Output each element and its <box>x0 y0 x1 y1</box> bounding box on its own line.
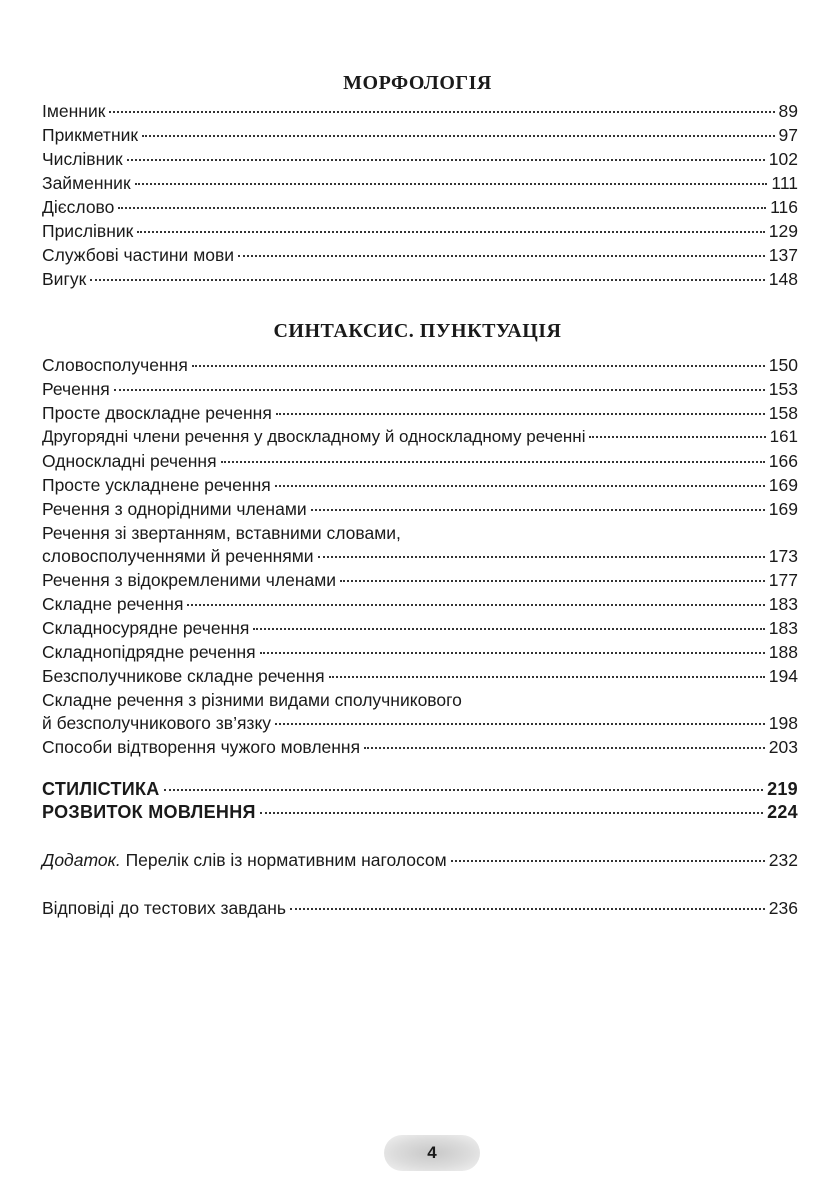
toc-entry[interactable] <box>42 124 798 146</box>
toc-entry-two-line[interactable] <box>42 690 798 734</box>
toc-entry-label: Вигук <box>42 269 87 289</box>
toc-entry-page: 224 <box>767 802 798 822</box>
toc-entry[interactable] <box>42 736 798 758</box>
toc-entry-page: 188 <box>768 642 798 662</box>
toc-entry[interactable] <box>42 641 798 663</box>
toc-entry-page: 89 <box>778 101 798 121</box>
toc-entry[interactable] <box>42 100 798 122</box>
toc-entry[interactable] <box>42 172 798 194</box>
dot-leader <box>290 908 765 910</box>
toc-entry-page: 169 <box>768 499 798 519</box>
toc-entry-page: 111 <box>771 173 798 193</box>
toc-entry-label: Односкладні речення <box>42 451 217 471</box>
toc-entry-label: Безсполучникове складне речення <box>42 666 325 686</box>
toc-entry-label: Другорядні члени речення у двоскладному й односкладному реченні <box>42 427 586 446</box>
toc-entry-label: РОЗВИТОК МОВЛЕННЯ <box>42 802 256 822</box>
dot-leader <box>275 485 765 487</box>
toc-entry[interactable] <box>42 569 798 591</box>
toc-entry-page: 198 <box>768 713 798 733</box>
toc-entry-two-line[interactable] <box>42 523 798 567</box>
toc-entry-page: 169 <box>768 475 798 495</box>
dot-leader <box>127 159 765 161</box>
toc-entry-answers[interactable] <box>42 897 798 919</box>
section-heading-syntax: СИНТАКСИС. ПУНКТУАЦІЯ <box>273 320 562 342</box>
toc-entry[interactable] <box>42 196 798 218</box>
toc-entry-label: й безсполучникового зв’язку <box>42 713 272 733</box>
toc-entry-label: Складнопідрядне речення <box>42 642 256 662</box>
toc-entry-stylistics[interactable] <box>42 778 798 800</box>
dot-leader <box>238 255 765 257</box>
toc-entry-label: Складне речення <box>42 594 184 614</box>
toc-entry-appendix[interactable] <box>42 849 798 871</box>
toc-entry-label: Іменник <box>42 101 106 121</box>
toc-entry[interactable] <box>42 148 798 170</box>
toc-entry-page: 161 <box>769 427 798 446</box>
dot-leader <box>109 111 774 113</box>
dot-leader <box>260 812 763 814</box>
toc-entry[interactable] <box>42 354 798 376</box>
toc-entry-label: Речення з однорідними членами <box>42 499 307 519</box>
dot-leader <box>135 183 768 185</box>
dot-leader <box>329 676 765 678</box>
toc-entry-label: Прислівник <box>42 221 134 241</box>
toc-entry[interactable] <box>42 593 798 615</box>
dot-leader <box>142 135 774 137</box>
toc-entry-speech-development[interactable] <box>42 801 798 823</box>
toc-entry-label-first-line: Складне речення з різними видами сполучникового <box>42 690 462 710</box>
toc-entry-label: Складносурядне речення <box>42 618 250 638</box>
toc-entry-label <box>42 849 447 871</box>
dot-leader <box>253 628 764 630</box>
toc-entry[interactable] <box>42 617 798 639</box>
appendix-label-text: Перелік слів із нормативним наголосом <box>120 850 447 870</box>
toc-entry-page: 232 <box>768 850 798 870</box>
dot-leader <box>451 860 765 862</box>
toc-entry-page: 166 <box>768 451 798 471</box>
toc-entry-page: 183 <box>768 594 798 614</box>
toc-entry[interactable] <box>42 450 798 472</box>
toc-entry-label: словосполученнями й реченнями <box>42 546 314 566</box>
dot-leader <box>589 436 765 438</box>
toc-entry-page: 102 <box>768 149 798 169</box>
toc-entry-label-first-line: Речення зі звертанням, вставними словами, <box>42 523 401 543</box>
dot-leader <box>164 789 763 791</box>
toc-entry[interactable] <box>42 220 798 242</box>
page-number-badge: 4 <box>384 1135 480 1171</box>
dot-leader <box>187 604 764 606</box>
appendix-italic-label: Додаток. <box>42 850 121 870</box>
toc-entry[interactable] <box>42 244 798 266</box>
toc-entry-page: 236 <box>768 898 798 918</box>
toc-entry-page: 219 <box>767 779 798 799</box>
dot-leader <box>118 207 766 209</box>
toc-entry-page: 158 <box>768 403 798 423</box>
toc-entry-page: 177 <box>768 570 798 590</box>
toc-entry-label: СТИЛІСТИКА <box>42 779 160 799</box>
toc-entry-label: Відповіді до тестових завдань <box>42 898 287 918</box>
toc-entry-label: Просте ускладнене речення <box>42 475 271 495</box>
dot-leader <box>221 461 765 463</box>
dot-leader <box>192 365 765 367</box>
toc-entry-page: 173 <box>768 546 798 566</box>
toc-entry-label: Просте двоскладне речення <box>42 403 272 423</box>
toc-entry-page: 129 <box>768 221 798 241</box>
toc-entry-page: 183 <box>768 618 798 638</box>
toc-entry-page: 137 <box>768 245 798 265</box>
dot-leader <box>364 747 765 749</box>
dot-leader <box>260 652 765 654</box>
dot-leader <box>340 580 765 582</box>
toc-entry-label: Числівник <box>42 149 123 169</box>
toc-entry-label: Дієслово <box>42 197 115 217</box>
toc-entry-label: Займенник <box>42 173 131 193</box>
dot-leader <box>275 723 765 725</box>
toc-entry-page: 150 <box>768 355 798 375</box>
toc-entry-label: Способи відтворення чужого мовлення <box>42 737 361 757</box>
toc-entry[interactable] <box>42 402 798 424</box>
toc-entry-page: 203 <box>768 737 798 757</box>
dot-leader <box>276 413 765 415</box>
toc-entry-page: 153 <box>768 379 798 399</box>
toc-entry-label: Словосполучення <box>42 355 188 375</box>
toc-entry[interactable] <box>42 378 798 400</box>
toc-entry-page: 194 <box>768 666 798 686</box>
toc-entry-label: Службові частини мови <box>42 245 235 265</box>
toc-entry-label: Прикметник <box>42 125 139 145</box>
dot-leader <box>114 389 765 391</box>
toc-entry-page: 116 <box>770 197 798 217</box>
toc-entry[interactable] <box>42 474 798 496</box>
toc-entry-label: Речення з відокремленими членами <box>42 570 337 590</box>
section-heading-morphology: МОРФОЛОГІЯ <box>343 72 492 94</box>
toc-entry[interactable] <box>42 426 798 448</box>
dot-leader <box>137 231 764 233</box>
dot-leader <box>311 509 765 511</box>
toc-entry[interactable] <box>42 665 798 687</box>
toc-entry[interactable] <box>42 498 798 520</box>
dot-leader <box>318 556 765 558</box>
toc-entry[interactable] <box>42 268 798 290</box>
dot-leader <box>90 279 765 281</box>
toc-entry-label: Речення <box>42 379 110 399</box>
toc-entry-page: 97 <box>778 125 798 145</box>
toc-entry-page: 148 <box>768 269 798 289</box>
